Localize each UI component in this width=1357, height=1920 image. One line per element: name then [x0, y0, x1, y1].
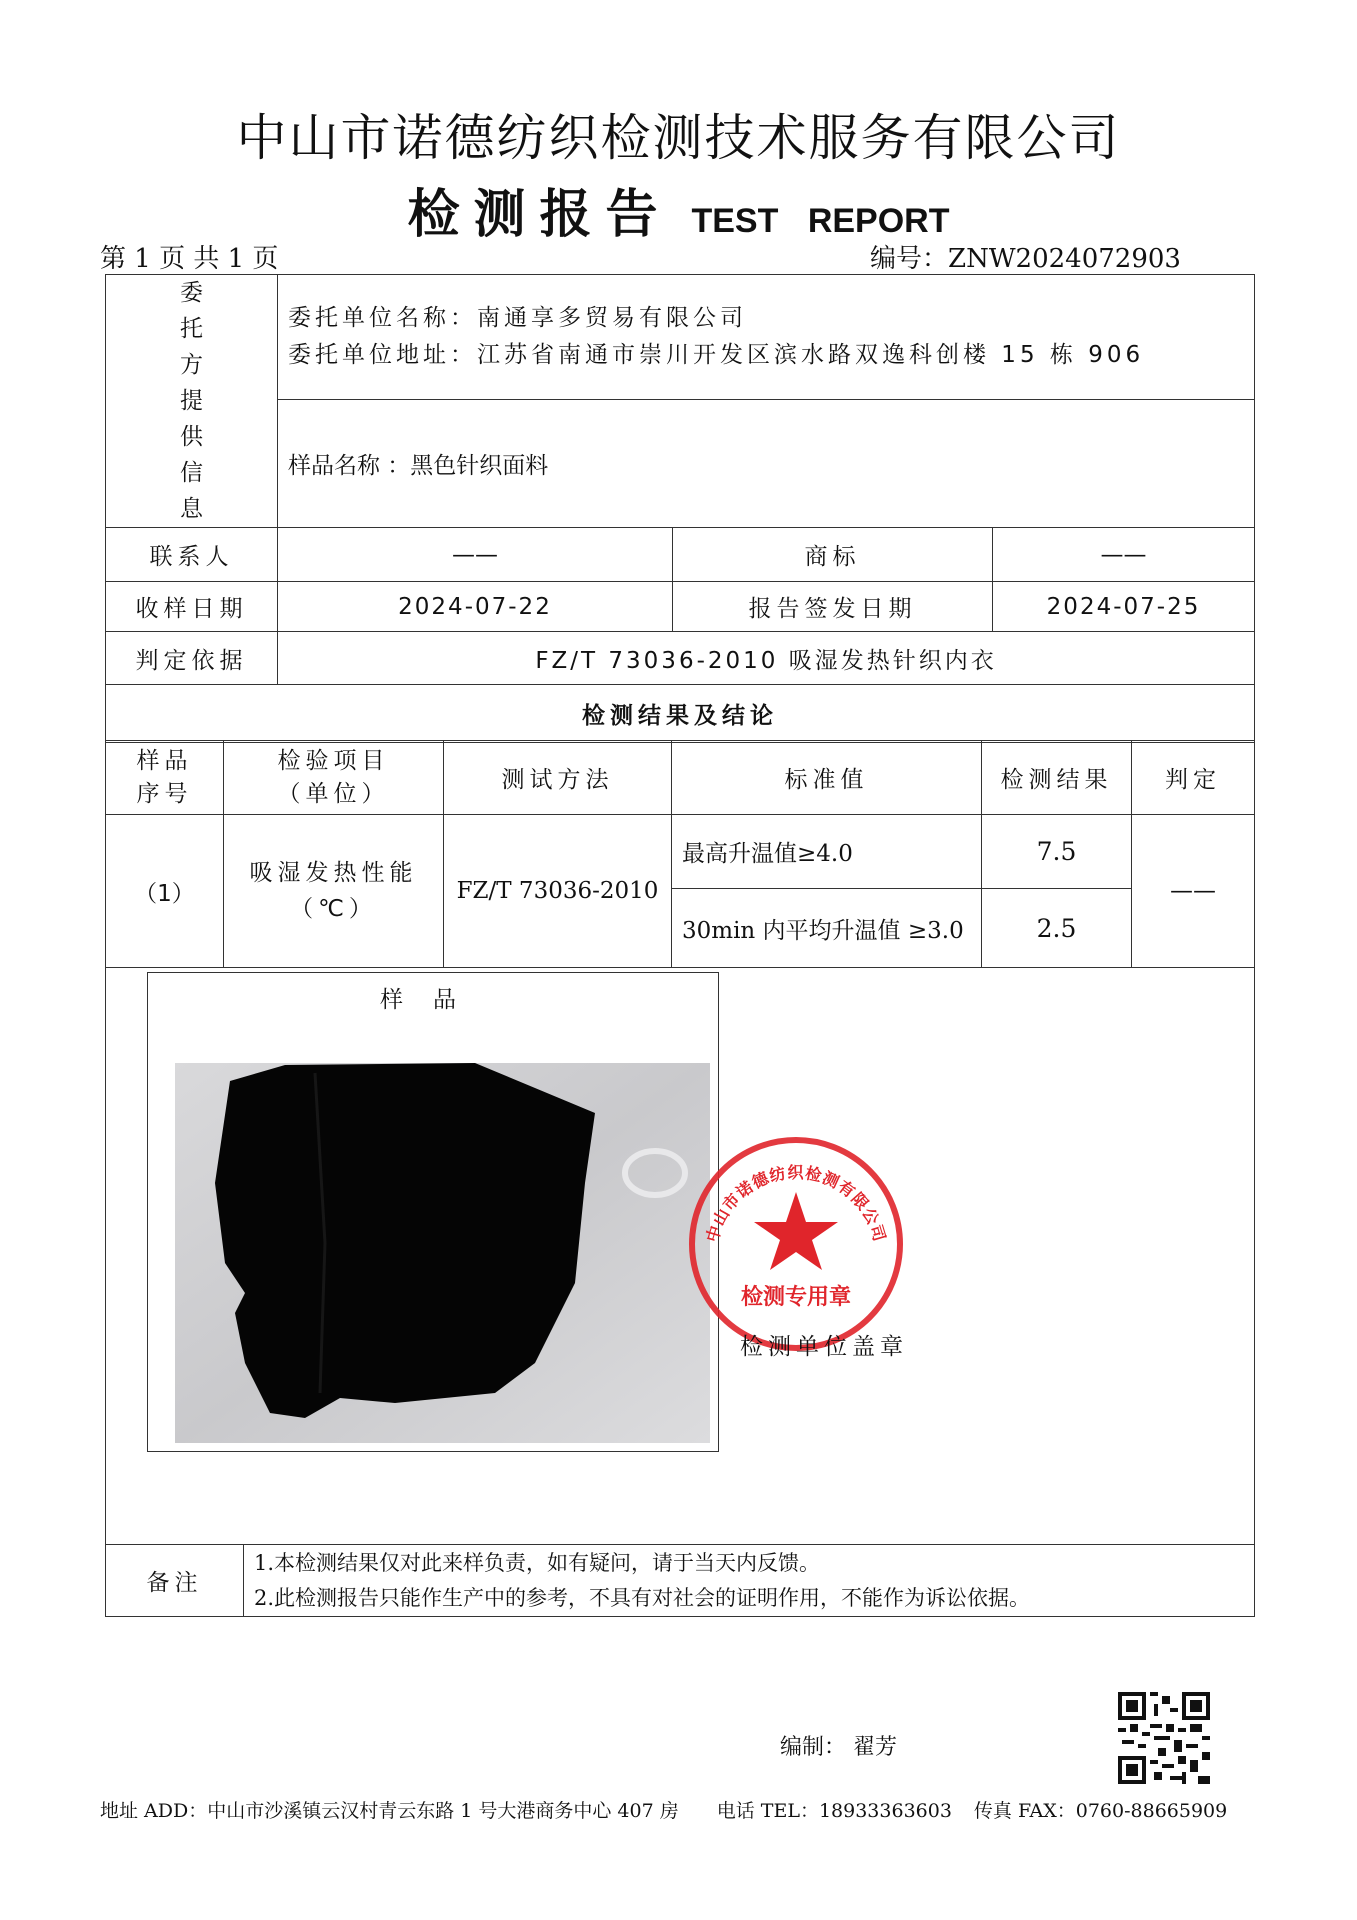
remark-line-1: 1.本检测结果仅对此来样负责，如有疑问，请于当天内反馈。 [254, 1550, 821, 1575]
sample-name-cell [278, 400, 1255, 528]
report-info-table [105, 274, 1255, 743]
header-judgement: 判定 [1132, 741, 1255, 815]
footer-tel: 电话 TEL：18933363603 [716, 1800, 952, 1822]
row-seq: （1） [106, 815, 224, 968]
remark-line-2: 2.此检测报告只能作生产中的参考，不具有对社会的证明作用，不能作为诉讼依据。 [254, 1585, 1031, 1610]
client-address: 委托单位地址：江苏省南通市崇川开发区滨水路双逸科创楼 15 栋 906 [288, 342, 1145, 368]
results-section-title: 检测结果及结论 [106, 685, 1255, 743]
row-standard-2: 30min 内平均升温值 ≥3.0 [672, 889, 982, 968]
star-icon [754, 1192, 838, 1270]
brand-value: —— [993, 528, 1255, 582]
contact-value: —— [278, 528, 673, 582]
client-info-cell [278, 275, 1255, 400]
seal-ring-text: 中山市诺德纺织检测有限公司 [702, 1163, 890, 1245]
report-title-cn: 检测报告 [407, 185, 672, 245]
sample-name: 样品名称 ：黑色针织面料 [288, 453, 549, 479]
issue-date-label: 报告签发日期 [673, 582, 993, 632]
header-seq-line2: 序号 [136, 780, 193, 807]
receive-date-label: 收样日期 [106, 582, 278, 632]
header-item [224, 741, 444, 815]
receive-date-value: 2024-07-22 [278, 582, 673, 632]
editor: 编制： 翟芳 [780, 1735, 897, 1760]
company-name: 中山市诺德纺织检测技术服务有限公司 [236, 109, 1121, 167]
header-seq [106, 741, 224, 815]
header-standard: 标准值 [672, 741, 982, 815]
inspection-seal [682, 1130, 910, 1358]
footer [100, 1796, 1260, 1823]
seal-center-text: 检测专用章 [740, 1285, 852, 1310]
report-number: 编号：ZNW2024072903 [870, 244, 1181, 274]
client-name: 委托单位名称：南通享多贸易有限公司 [288, 305, 747, 331]
client-section-label-text: 委托方提供信息 [180, 280, 203, 522]
basis-label: 判定依据 [106, 632, 278, 685]
contact-label: 联系人 [106, 528, 278, 582]
row-result-2: 2.5 [982, 889, 1132, 968]
seal-caption: 检测单位盖章 [740, 1334, 908, 1360]
remarks-content [244, 1545, 1255, 1617]
sample-photo-caption: 样品 [380, 987, 486, 1013]
client-section-label [106, 275, 278, 528]
row-item-line2: （℃） [290, 896, 377, 922]
row-judgement: —— [1132, 815, 1255, 968]
sample-photo-frame [147, 972, 719, 1452]
header-seq-line1: 样品 [136, 747, 193, 774]
qr-code-icon [1118, 1692, 1210, 1784]
footer-fax: 传真 FAX：0760-88665909 [973, 1800, 1228, 1822]
header-item-line2: （单位） [277, 780, 390, 807]
report-title [0, 172, 1357, 247]
page-info: 第 1 页 共 1 页 [100, 244, 279, 274]
basis-value: FZ/T 73036-2010 吸湿发热针织内衣 [278, 632, 1255, 685]
header-result: 检测结果 [982, 741, 1132, 815]
footer-address: 地址 ADD：中山市沙溪镇云汉村青云东路 1 号大港商务中心 407 房 [100, 1800, 679, 1822]
row-result-1: 7.5 [982, 815, 1132, 889]
sample-photo [175, 1063, 710, 1443]
report-title-en: TEST REPORT [691, 202, 950, 240]
remarks-label: 备注 [106, 1545, 244, 1617]
header-item-line1: 检验项目 [277, 747, 390, 774]
row-method: FZ/T 73036-2010 [444, 815, 672, 968]
remarks-table [105, 1544, 1255, 1617]
header-method: 测试方法 [444, 741, 672, 815]
brand-label: 商标 [673, 528, 993, 582]
issue-date-value: 2024-07-25 [993, 582, 1255, 632]
row-item-line1: 吸湿发热性能 [249, 860, 418, 886]
row-standard-1: 最高升温值≥4.0 [672, 815, 982, 889]
row-item [224, 815, 444, 968]
